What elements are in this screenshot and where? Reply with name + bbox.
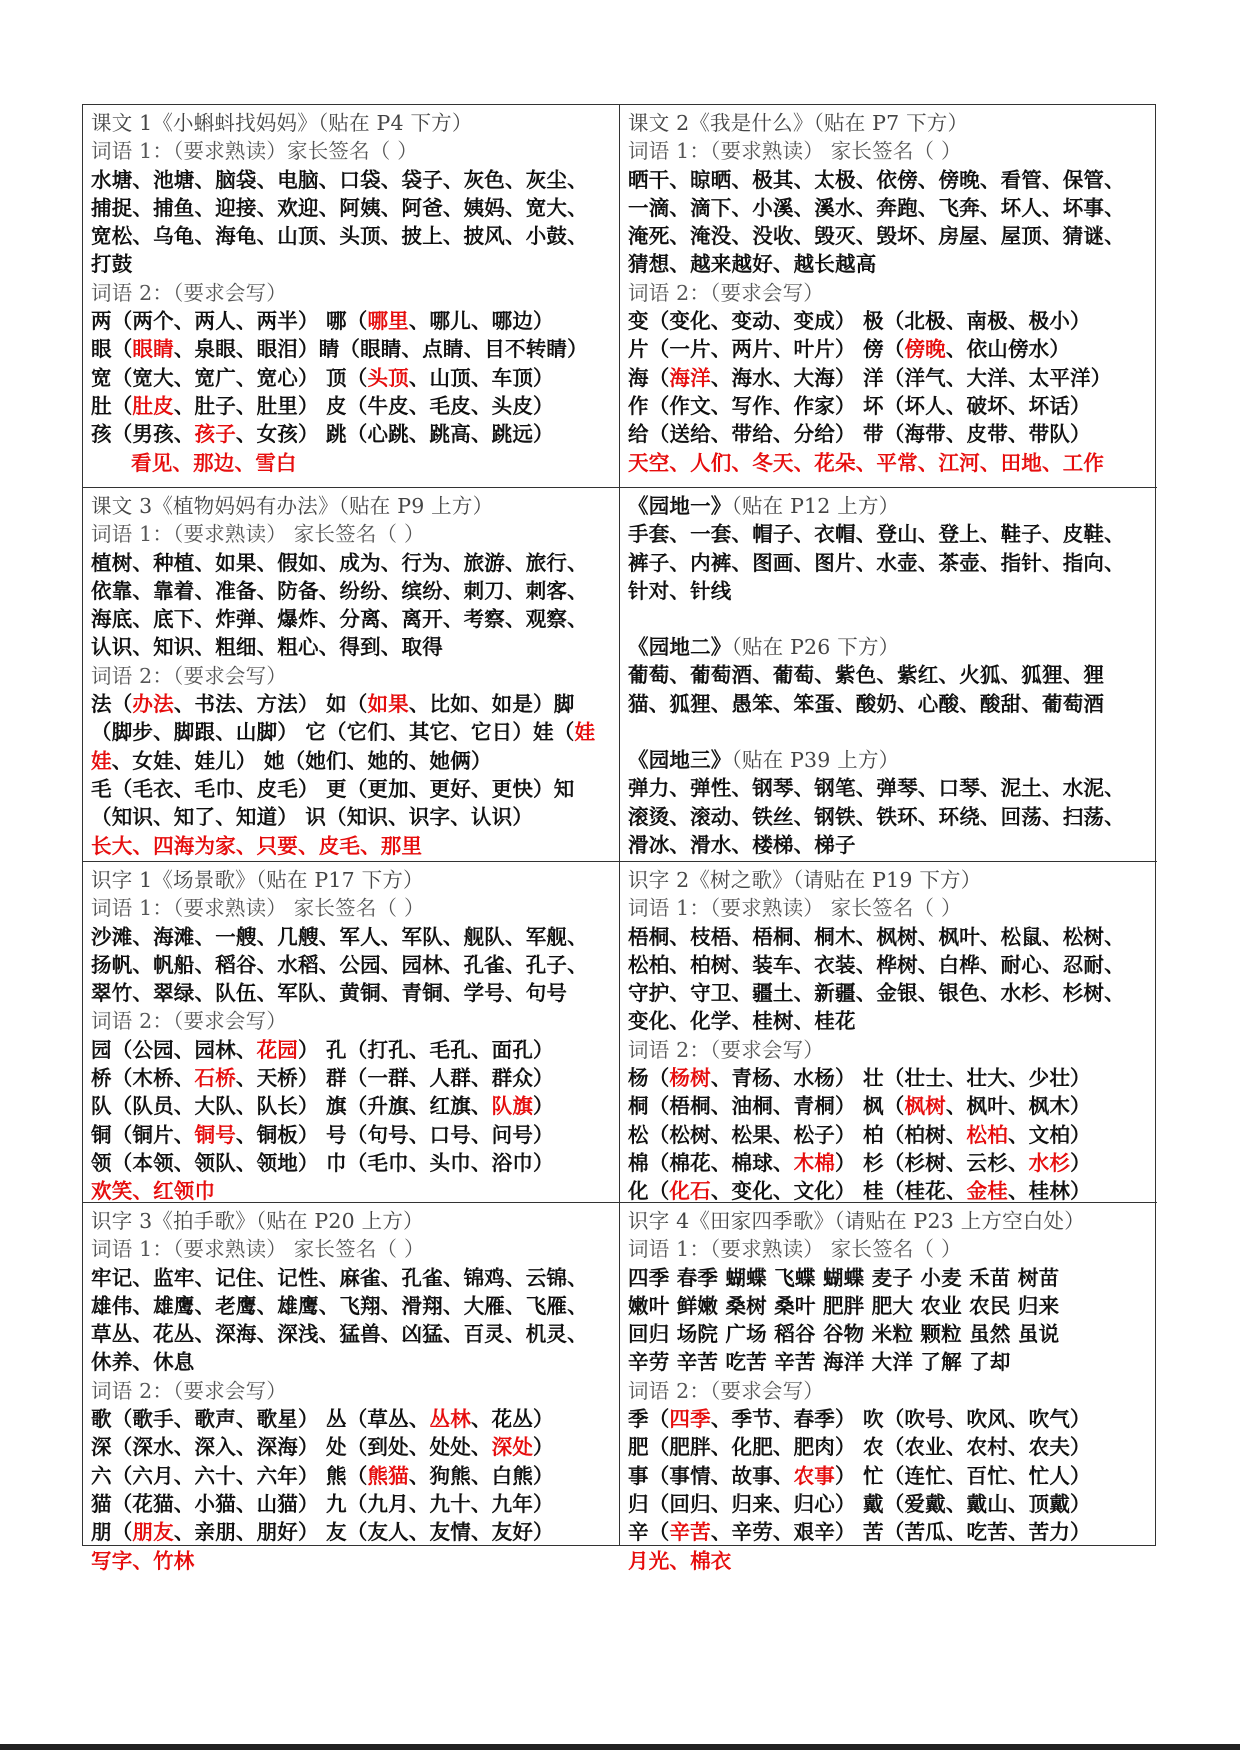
text-run: 休养、休息 <box>91 1350 195 1375</box>
word-line <box>91 718 613 746</box>
text-run: 、海水、大海） 洋（洋气、大洋、太平洋） <box>710 365 1112 390</box>
highlight-word: 头顶 <box>367 365 409 390</box>
text-run: 词语 2：（要求会写） <box>628 1037 825 1062</box>
highlight-word: 长大、四海为家、只要、皮毛、那里 <box>91 833 423 858</box>
text-run: 植树、种植、如果、假如、成为、行为、旅游、旅行、 <box>91 550 588 575</box>
word-line <box>628 392 1151 420</box>
text-run: 词语 1：（要求熟读） 家长签名（ ） <box>91 1237 425 1262</box>
text-run: 朋（ <box>91 1520 133 1545</box>
highlight-word: 铜号 <box>194 1122 236 1147</box>
word-line <box>91 222 613 250</box>
word-line <box>91 1177 613 1205</box>
text-run: 沙滩、海滩、一艘、几艘、军人、军队、舰队、军舰、 <box>91 924 588 949</box>
text-run: 园（公园、园林、 <box>91 1037 257 1062</box>
text-run: 宽（宽大、宽广、宽心） 顶（ <box>91 365 368 390</box>
text-run: 词语 1：（要求熟读） 家长签名（ ） <box>91 522 425 547</box>
highlight-word: 欢笑、红领巾 <box>91 1179 216 1204</box>
subheading <box>628 1235 1151 1263</box>
text-run: 词语 2：（要求会写） <box>628 280 825 305</box>
word-line <box>91 951 613 979</box>
text-run: 海（ <box>628 365 670 390</box>
text-run: 、女娃、娃儿） 她（她们、她的、她俩） <box>111 748 492 773</box>
word-line <box>91 549 613 577</box>
text-run: 归（回归、归来、归心） 戴（爱戴、戴山、顶戴） <box>628 1491 1091 1516</box>
literacy-cell-1 <box>83 862 620 1203</box>
word-line <box>628 520 1151 548</box>
word-line <box>628 661 1151 689</box>
word-line <box>91 747 613 775</box>
text-run: 课文 2《我是什么》（贴在 P7 下方） <box>628 111 969 135</box>
text-run: 化（ <box>628 1179 670 1204</box>
literacy-cell-4 <box>620 1203 1157 1573</box>
text-run: 猫（花猫、小猫、山猫） 九（九月、九十、九年） <box>91 1491 554 1516</box>
word-line <box>91 1121 613 1149</box>
section-title <box>91 109 613 137</box>
literacy-cell-2 <box>620 862 1157 1203</box>
text-run: 滚烫、滚动、铁丝、钢铁、铁环、环绕、回荡、扫荡、 <box>628 804 1125 829</box>
text-run: 杨（ <box>628 1066 670 1091</box>
text-run: 深（深水、深入、深海） 处（到处、处处、 <box>91 1435 492 1460</box>
text-run: 桥（木桥、 <box>91 1066 195 1091</box>
text-run: 翠竹、翠绿、队伍、军队、黄铜、青铜、学号、句号 <box>91 981 568 1006</box>
word-line <box>91 633 613 661</box>
text-run: 依靠、靠着、准备、防备、纷纷、缤纷、刺刀、刺客、 <box>91 578 588 603</box>
word-line <box>628 1092 1151 1120</box>
text-run: 草丛、花丛、深海、深浅、猛兽、凶猛、百灵、机灵、 <box>91 1322 588 1347</box>
text-run: 、变化、文化） 桂（桂花、 <box>710 1179 967 1204</box>
word-line <box>91 979 613 1007</box>
word-line <box>628 1064 1151 1092</box>
highlight-word: 如果 <box>367 692 409 717</box>
text-run: 变（变化、变动、变成） 极（北极、南极、极小） <box>628 309 1091 334</box>
text-run: 弹力、弹性、钢琴、钢笔、弹琴、口琴、泥土、水泥、 <box>628 776 1125 801</box>
word-line <box>628 690 1151 718</box>
text-run: 晒干、晾晒、极其、太极、依傍、傍晚、看管、保管、 <box>628 167 1125 192</box>
word-line <box>628 492 1151 520</box>
word-line <box>91 1348 613 1376</box>
word-line <box>91 194 613 222</box>
text-run: 片（一片、两片、叶片） 傍（ <box>628 337 905 362</box>
text-run: 词语 2：（要求会写） <box>91 663 288 688</box>
text-run: 雄伟、雄鹰、老鹰、雄鹰、飞翔、滑翔、大雁、飞雁、 <box>91 1293 588 1318</box>
text-run: 词语 1：（要求熟读） 家长签名（ ） <box>628 896 962 921</box>
text-run: 、文柏） <box>1007 1122 1091 1147</box>
highlight-word: 天空、人们、冬天、花朵、平常、江河、田地、工作 <box>628 450 1105 475</box>
word-line <box>628 449 1151 477</box>
text-run: 、桂林） <box>1007 1179 1091 1204</box>
word-line <box>91 690 613 718</box>
word-line <box>91 1292 613 1320</box>
highlight-word: 化石 <box>669 1179 711 1204</box>
text-run: 、天桥） 群（一群、人群、群众） <box>235 1066 554 1091</box>
text-run: 四季 春季 蝴蝶 飞蝶 蝴蝶 麦子 小麦 禾苗 树苗 <box>628 1265 1060 1290</box>
highlight-word: 傍晚 <box>904 337 946 362</box>
text-run: 葡萄、葡萄酒、葡萄、紫色、紫红、火狐、狐狸、狸 <box>628 663 1105 688</box>
word-line <box>91 1433 613 1461</box>
highlight-word: 办法 <box>132 692 174 717</box>
highlight-word: 哪里 <box>367 309 409 334</box>
highlight-word: 娃 <box>574 720 596 745</box>
word-line <box>628 1490 1151 1518</box>
highlight-word: 水杉 <box>1028 1150 1071 1175</box>
text-run: 队（队员、大队、队长） 旗（升旗、红旗、 <box>91 1094 492 1119</box>
highlight-word: 熊猫 <box>367 1463 409 1488</box>
word-line <box>628 1433 1151 1461</box>
text-run: 《园地三》 <box>628 748 732 773</box>
text-run: 词语 1：（要求熟读） 家长签名（ ） <box>628 139 962 164</box>
text-run: 、青杨、水杨） 壮（壮士、壮大、少壮） <box>710 1066 1091 1091</box>
highlight-word: 花园 <box>256 1037 299 1062</box>
text-run: 打鼓 <box>91 252 133 277</box>
highlight-word: 队旗 <box>491 1094 534 1119</box>
section-title <box>91 866 613 894</box>
highlight-word: 金桂 <box>966 1179 1008 1204</box>
text-run: 词语 2：（要求会写） <box>628 1378 825 1403</box>
text-run: ） 杉（杉树、云杉、 <box>835 1150 1029 1175</box>
page-note: （贴在 P12 上方） <box>731 494 900 518</box>
text-run: 、书法、方法） 如（ <box>173 692 368 717</box>
subheading <box>91 1235 613 1263</box>
highlight-word: 肚皮 <box>132 393 174 418</box>
text-run: 、泉眼、眼泪）睛（眼睛、点睛、目不转睛） <box>173 337 588 362</box>
text-run: 词语 1：（要求熟读）家长签名（ ） <box>91 139 418 164</box>
lesson-cell-3 <box>83 488 620 862</box>
text-run: 、山顶、车顶） <box>408 365 554 390</box>
text-run: 猫、狐狸、愚笨、笨蛋、酸奶、心酸、酸甜、葡萄酒 <box>628 691 1105 716</box>
word-line <box>628 420 1151 448</box>
text-run: 词语 2：（要求会写） <box>91 1009 288 1034</box>
section-title <box>91 492 613 520</box>
word-line <box>91 577 613 605</box>
word-line <box>91 923 613 951</box>
lesson-cell-2 <box>620 105 1157 488</box>
highlight-word: 眼睛 <box>132 337 174 362</box>
highlight-word: 辛苦 <box>669 1520 711 1545</box>
word-line <box>628 1405 1151 1433</box>
word-line <box>628 923 1151 951</box>
spacer <box>628 605 1151 633</box>
word-line <box>91 1149 613 1177</box>
word-line <box>91 1064 613 1092</box>
word-line <box>628 335 1151 363</box>
text-run: 松（松树、松果、松子） 柏（柏树、 <box>628 1122 967 1147</box>
text-run: （脚步、脚跟、山脚） 它（它们、其它、它日）娃（ <box>91 720 575 745</box>
subheading <box>91 520 613 548</box>
text-run: 一滴、滴下、小溪、溪水、奔跑、飞奔、坏人、坏事、 <box>628 195 1125 220</box>
word-line <box>91 1036 613 1064</box>
text-run: 辛劳 辛苦 吃苦 辛苦 海洋 大洋 了解 了却 <box>628 1350 1011 1375</box>
text-run: 淹死、淹没、没收、毁灭、毁坏、房屋、屋顶、猜谜、 <box>628 224 1125 249</box>
text-run: 两（两个、两人、两半） 哪（ <box>91 309 368 334</box>
text-run: 词语 2：（要求会写） <box>91 1378 288 1403</box>
word-line <box>91 1320 613 1348</box>
word-line <box>91 775 613 803</box>
text-run: 松柏、柏树、装车、衣装、桦树、白桦、耐心、忍耐、 <box>628 952 1125 977</box>
text-run: 针对、针线 <box>628 578 732 603</box>
word-line <box>628 1177 1151 1205</box>
word-line <box>628 979 1151 1007</box>
word-line <box>628 746 1151 774</box>
text-run: 、哪儿、哪边） <box>408 309 554 334</box>
text-run: 识字 2《树之歌》（请贴在 P19 下方） <box>628 868 982 892</box>
word-line <box>628 951 1151 979</box>
highlight-word: 深处 <box>491 1435 534 1460</box>
highlight-word: 海洋 <box>669 365 711 390</box>
text-run: 、狗熊、白熊） <box>408 1463 554 1488</box>
subheading <box>628 894 1151 922</box>
text-run: 词语 1：（要求熟读） 家长签名（ ） <box>628 1237 962 1262</box>
word-line <box>91 1518 613 1546</box>
page-note: （贴在 P26 下方） <box>731 635 900 660</box>
text-run: ） <box>1070 1150 1091 1175</box>
word-line <box>91 1547 613 1575</box>
text-run: 《园地一》 <box>628 494 732 518</box>
word-line <box>628 1149 1151 1177</box>
word-line <box>91 1405 613 1433</box>
word-line <box>91 364 613 392</box>
highlight-word: 月光、棉衣 <box>628 1548 732 1573</box>
section-title <box>628 109 1151 137</box>
word-line <box>628 577 1151 605</box>
garden-cell <box>620 488 1157 862</box>
text-run: 变化、化学、桂树、桂花 <box>628 1009 856 1034</box>
text-run: 回归 场院 广场 稻谷 谷物 米粒 颗粒 虽然 虽说 <box>628 1322 1060 1347</box>
text-run: 词语 1：（要求熟读） 家长签名（ ） <box>91 896 425 921</box>
text-run: ） <box>533 1094 554 1119</box>
section-title <box>628 1207 1151 1235</box>
text-run: 歌（歌手、歌声、歌星） 丛（草丛、 <box>91 1407 430 1432</box>
word-line <box>628 774 1151 802</box>
word-line <box>628 1264 1151 1292</box>
word-line <box>91 832 613 860</box>
text-run: 猜想、越来越好、越长越高 <box>628 252 877 277</box>
word-line <box>91 335 613 363</box>
text-run: 、枫叶、枫木） <box>945 1094 1091 1119</box>
text-run: 牢记、监牢、记住、记性、麻雀、孔雀、锦鸡、云锦、 <box>91 1265 588 1290</box>
text-run: 作（作文、写作、作家） 坏（坏人、破坏、坏话） <box>628 393 1091 418</box>
word-line <box>91 605 613 633</box>
subheading <box>628 137 1151 165</box>
word-line <box>628 633 1151 661</box>
text-run: 桐（梧桐、油桐、青桐） 枫（ <box>628 1094 905 1119</box>
text-run: 《园地二》 <box>628 635 732 660</box>
text-run: 眼（ <box>91 337 133 362</box>
spacer <box>628 718 1151 746</box>
word-line <box>628 1462 1151 1490</box>
word-line <box>628 1292 1151 1320</box>
text-run: 、花丛） <box>470 1407 554 1432</box>
word-line <box>628 1121 1151 1149</box>
subheading <box>91 137 613 165</box>
text-run: 扬帆、帆船、稻谷、水稻、公园、园林、孔雀、孔子、 <box>91 952 588 977</box>
bottom-rule <box>0 1744 1240 1750</box>
subheading <box>91 1377 613 1405</box>
text-run: 事（事情、故事、 <box>628 1463 794 1488</box>
subheading <box>91 279 613 307</box>
lesson-cell-1 <box>83 105 620 488</box>
word-line <box>628 549 1151 577</box>
text-run: 肥（肥胖、化肥、肥肉） 农（农业、农村、农夫） <box>628 1435 1091 1460</box>
text-run: ） 孔（打孔、毛孔、面孔） <box>298 1037 554 1062</box>
highlight-word: 木棉 <box>793 1150 836 1175</box>
text-run: 季（ <box>628 1407 670 1432</box>
word-line <box>628 250 1151 278</box>
text-run: 课文 3《植物妈妈有办法》（贴在 P9 上方） <box>91 494 494 518</box>
subheading <box>628 1377 1151 1405</box>
word-line <box>628 1348 1151 1376</box>
text-run: （知识、知了、知道） 识（知识、识字、认识） <box>91 805 534 830</box>
word-line <box>628 803 1151 831</box>
text-run: 宽松、乌龟、海龟、山顶、头顶、披上、披风、小鼓、 <box>91 224 588 249</box>
text-run: 给（送给、带给、分给） 带（海带、皮带、带队） <box>628 422 1091 447</box>
word-line <box>91 1490 613 1518</box>
word-line <box>628 307 1151 335</box>
text-run: 、辛劳、艰辛） 苦（苦瓜、吃苦、苦力） <box>710 1520 1091 1545</box>
highlight-word: 看见、那边、雪白 <box>131 450 297 475</box>
subheading <box>91 1007 613 1035</box>
text-run: 嫩叶 鲜嫩 桑树 桑叶 肥胖 肥大 农业 农民 归来 <box>628 1293 1060 1318</box>
word-line <box>91 1264 613 1292</box>
word-line <box>91 166 613 194</box>
word-line <box>91 1462 613 1490</box>
text-run: 梧桐、枝梧、梧桐、桐木、枫树、枫叶、松鼠、松树、 <box>628 924 1125 949</box>
word-line <box>628 1518 1151 1546</box>
word-line <box>91 449 613 477</box>
text-run: 法（ <box>91 692 133 717</box>
text-run: 辛（ <box>628 1520 670 1545</box>
word-line <box>628 1547 1151 1575</box>
text-run: 棉（棉花、棉球、 <box>628 1150 794 1175</box>
text-run: 手套、一套、帽子、衣帽、登山、登上、鞋子、皮鞋、 <box>628 522 1125 547</box>
highlight-word: 孩子 <box>194 422 236 447</box>
literacy-cell-3 <box>83 1203 620 1573</box>
text-run: 、季节、春季） 吹（吹号、吹风、吹气） <box>710 1407 1091 1432</box>
subheading <box>91 662 613 690</box>
section-title <box>628 866 1151 894</box>
text-run: 毛（毛衣、毛巾、皮毛） 更（更加、更好、更快）知 <box>91 776 575 801</box>
text-run: 、铜板） 号（句号、口号、问号） <box>235 1122 554 1147</box>
text-run: 捕捉、捕鱼、迎接、欢迎、阿姨、阿爸、姨妈、宽大、 <box>91 195 588 220</box>
word-line <box>91 803 613 831</box>
text-run: 词语 2：（要求会写） <box>91 280 288 305</box>
text-run: ） 忙（连忙、百忙、忙人） <box>835 1463 1091 1488</box>
highlight-word: 朋友 <box>132 1520 174 1545</box>
word-line <box>628 194 1151 222</box>
text-run: 孩（男孩、 <box>91 422 195 447</box>
text-run: 识字 3《拍手歌》（贴在 P20 上方） <box>91 1209 424 1233</box>
text-run: 、肚子、肚里） 皮（牛皮、毛皮、头皮） <box>173 393 554 418</box>
text-run: 肚（ <box>91 393 133 418</box>
word-line <box>628 166 1151 194</box>
text-run: 裤子、内裤、图画、图片、水壶、茶壶、指针、指向、 <box>628 550 1125 575</box>
word-list-table <box>82 104 1156 1573</box>
subheading <box>628 1036 1151 1064</box>
highlight-word: 丛林 <box>429 1407 471 1432</box>
highlight-word: 杨树 <box>669 1066 711 1091</box>
text-run: 铜（铜片、 <box>91 1122 195 1147</box>
text-run: 课文 1《小蝌蚪找妈妈》（贴在 P4 下方） <box>91 111 473 135</box>
highlight-word: 娃 <box>91 748 112 773</box>
text-run: 水塘、池塘、脑袋、电脑、口袋、袋子、灰色、灰尘、 <box>91 167 588 192</box>
highlight-word: 农事 <box>793 1463 836 1488</box>
text-run: 、比如、如是）脚 <box>408 692 575 717</box>
word-line <box>628 364 1151 392</box>
page-note: （贴在 P39 上方） <box>731 748 900 773</box>
text-run: 海底、底下、炸弹、爆炸、分离、离开、考察、观察、 <box>91 607 588 632</box>
word-line <box>628 1320 1151 1348</box>
text-run: 、亲朋、朋好） 友（友人、友情、友好） <box>173 1520 554 1545</box>
highlight-word: 写字、竹林 <box>91 1548 195 1573</box>
word-line <box>91 1092 613 1120</box>
text-run: 、依山傍水） <box>945 337 1071 362</box>
word-line <box>628 1007 1151 1035</box>
highlight-word: 石桥 <box>194 1066 236 1091</box>
text-run: 滑冰、滑水、楼梯、梯子 <box>628 832 856 857</box>
text-run: 六（六月、六十、六年） 熊（ <box>91 1463 368 1488</box>
section-title <box>91 1207 613 1235</box>
text-run: 守护、守卫、疆土、新疆、金银、银色、水杉、杉树、 <box>628 981 1125 1006</box>
word-line <box>628 831 1151 859</box>
subheading <box>91 894 613 922</box>
word-line <box>628 222 1151 250</box>
word-line <box>91 392 613 420</box>
word-line <box>91 420 613 448</box>
text-run: ） <box>533 1435 554 1460</box>
text-run: 识字 1《场景歌》（贴在 P17 下方） <box>91 868 424 892</box>
text-run: 识字 4《田家四季歌》（请贴在 P23 上方空白处） <box>628 1209 1085 1233</box>
word-line <box>91 250 613 278</box>
highlight-word: 枫树 <box>904 1094 946 1119</box>
text-run: 认识、知识、粗细、粗心、得到、取得 <box>91 635 443 660</box>
subheading <box>628 279 1151 307</box>
highlight-word: 松柏 <box>966 1122 1008 1147</box>
text-run: 领（本领、领队、领地） 巾（毛巾、头巾、浴巾） <box>91 1150 554 1175</box>
text-run: 、女孩） 跳（心跳、跳高、跳远） <box>235 422 554 447</box>
highlight-word: 四季 <box>669 1407 711 1432</box>
word-line <box>91 307 613 335</box>
